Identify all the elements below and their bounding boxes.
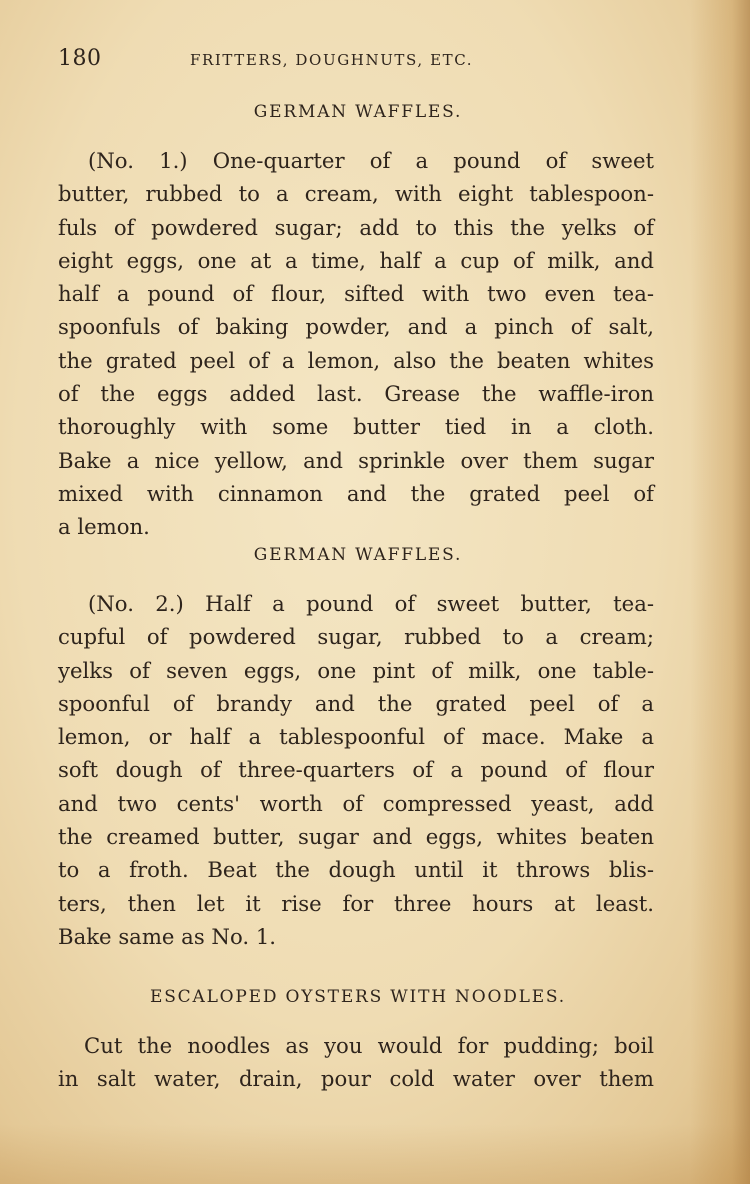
text-line: thoroughly with some butter tied in a cloth. bbox=[58, 414, 654, 440]
text-line: eight eggs, one at a time, half a cup of milk, and bbox=[58, 247, 654, 273]
text-line: Bake a nice yellow, and sprinkle over them sugar bbox=[58, 447, 654, 473]
recipe-body-escaloped-oysters bbox=[58, 1029, 654, 1096]
text-line: spoonfuls of baking powder, and a pinch of salt, bbox=[58, 314, 654, 340]
text-line: Cut the noodles as you would for pudding; boil bbox=[84, 1033, 654, 1058]
page-bottom-shading bbox=[0, 1124, 750, 1184]
page-number: 180 bbox=[58, 46, 102, 71]
running-head-title: FRITTERS, DOUGHNUTS, ETC. bbox=[190, 51, 474, 69]
text-line: the grated peel of a lemon, also the beaten whites bbox=[58, 347, 654, 373]
running-head bbox=[58, 46, 618, 80]
text-line: yelks of seven eggs, one pint of milk, one table- bbox=[58, 657, 654, 683]
text-line: fuls of powdered sugar; add to this the yelks of bbox=[58, 214, 654, 240]
page-edge-shading bbox=[690, 0, 750, 1184]
text-line: (No. 1.) One-quarter of a pound of sweet bbox=[88, 148, 654, 173]
text-line: butter, rubbed to a cream, with eight tablespoon- bbox=[58, 181, 654, 207]
text-line: of the eggs added last. Grease the waffle-iron bbox=[58, 381, 654, 407]
recipe-title-german-waffles-2: GERMAN WAFFLES. bbox=[253, 545, 463, 565]
recipe-body-german-waffles-2 bbox=[58, 587, 654, 953]
text-line: to a froth. Beat the dough until it throws blis- bbox=[58, 857, 654, 883]
text-line: and two cents' worth of compressed yeast, add bbox=[58, 790, 654, 816]
text-line: a lemon. bbox=[58, 514, 150, 540]
text-line: lemon, or half a tablespoonful of mace. Make a bbox=[58, 724, 654, 750]
text-line: (No. 2.) Half a pound of sweet butter, tea- bbox=[88, 591, 654, 616]
text-line: half a pound of flour, sifted with two even tea- bbox=[58, 281, 654, 307]
recipe-title-german-waffles-1: GERMAN WAFFLES. bbox=[253, 102, 463, 122]
text-line: soft dough of three-quarters of a pound of flour bbox=[58, 757, 654, 783]
text-line: the creamed butter, sugar and eggs, whites beaten bbox=[58, 824, 654, 850]
recipe-body-german-waffles-1 bbox=[58, 144, 654, 544]
text-line: ters, then let it rise for three hours at least. bbox=[58, 890, 654, 916]
text-line: mixed with cinnamon and the grated peel of bbox=[58, 480, 654, 506]
text-line: in salt water, drain, pour cold water over them bbox=[58, 1066, 654, 1092]
text-line: spoonful of brandy and the grated peel of a bbox=[58, 690, 654, 716]
recipe-title-escaloped-oysters: ESCALOPED OYSTERS WITH NOODLES. bbox=[150, 987, 566, 1007]
text-line: cupful of powdered sugar, rubbed to a cream; bbox=[58, 624, 654, 650]
text-line: Bake same as No. 1. bbox=[58, 923, 277, 949]
